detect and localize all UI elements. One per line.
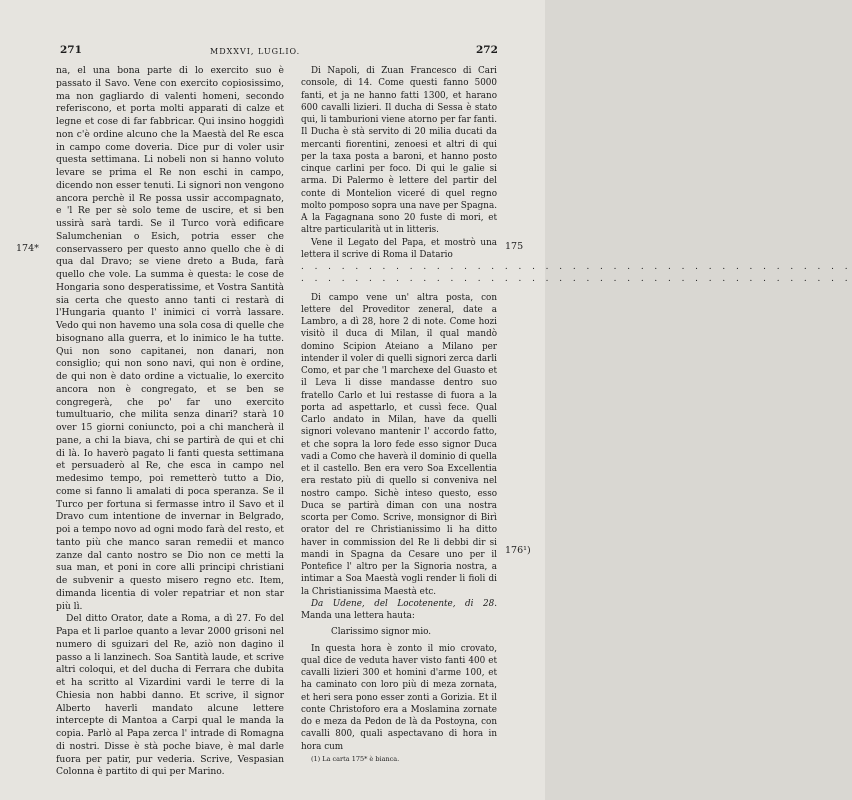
- udene-tail: Manda una lettera hauta:: [301, 611, 415, 621]
- right-paragraph-campo: Di campo vene un' altra posta, con lettere del Proveditor zeneral, date a Lambro, a dì 28, hore 2 di note. Come hozi visitò il duca di Milan, il qual mandò domino Scipion Ateiano a Milano per intender il voler di quelli signori zerca darli Como, et par che 'l marchexe del Guasto et il Leva li disse mandasse dentro suo fratello Carlo et lui restasse di fuora a la porta ad aspettarlo, et cussì fece. Qual Carlo andato in Milan, have da quelli signori volevano mantenir l' accordo fatto, et che sopra la loro fede esso signor Duca vadi a Como che haverà il dominio di quella et il castello. Ben era vero Soa Excellentia era restato più di quello si conveniva nel nostro campo. Sichè inteso questo, esso Duca se partirà diman con una nostra scorta per Como. Scrive, monsignor di Birì orator del re Christianissimo li ha ditto haver in commission del Re li debbi dir si mandi in Spagna da Cesare uno per il Pontefice l' altro per la Signoria nostra, a intimar a Soa Maestà vogli render li fioli di la Christianissima Maestà etc.: [301, 292, 497, 597]
- page-number-right: 272: [476, 44, 498, 56]
- running-header: [0, 44, 545, 60]
- right-paragraph-udene: [301, 598, 497, 623]
- left-paragraph-2: Del ditto Orator, date a Roma, a dì 27. Fo del Papa et li parloe quanto a levar 2000 grisoni nel numero di sguizari del Re, aziò non dagino il passo a li lanzinech. Soa Santità laude, et scrive altri coloqui, et del ducha di Ferrara che dubita et ha scritto al Vizardini vardi le terre di la Chiesia non habbi danno. Et scrive, il signor Alberto haverli mandato alcune lettere intercepte di Mantoa a Carpi qual le manda la copia. Parlò al Papa zerca l' intrade di Romagna di nostri. Disse è stà poche biave, è mal darle fuora per patir, pur vederia. Scrive, Vespasian Colonna è partito di qui per Marino.: [56, 613, 284, 778]
- right-paragraph-napoli: Di Napoli, di Zuan Francesco di Cari console, di 14. Come questi fanno 5000 fanti, et ja ne hanno fatti 1300, et harano 600 cavalli lizieri. Il ducha di Sessa è stato qui, li tamburioni viene atorno per far fanti. Il Ducha è stà servito di 20 milia ducati da mercanti fiorentini, zenoesi et altri di qui per la taxa posta a baroni, et hanno posto cinque carlini per foco. Di qui le galie si arma. Di Palermo è lettere del partir del conte di Montelion viceré di quel regno molto pomposo sopra una nave per Spagna. A la Fagagnana sono 20 fuste di mori, et altre particularità ut in litteris.: [301, 66, 497, 236]
- omission-dots-1: . . . . . . . . . . . . . . . . . . . . . . . . . . . . . . . . . . . . . . . . .: [301, 262, 852, 272]
- udene-heading: Da Udene, del Locotenente, di 28.: [311, 598, 497, 609]
- left-column: [56, 65, 284, 779]
- right-paragraph-letter: In questa hora è zonto il mio crovato, qual dice de veduta haver visto fanti 400 et cavalli lizieri 300 et homini d'arme 100, et ha caminato con loro più di meza zornata, et heri sera pono esser zonti a Gorizia. Et il conte Christoforo era a Moslamina zornate do e meza da Pedon de là da Postoyna, con cavalli 800, quali aspectavano di hora in hora cum: [301, 643, 497, 752]
- left-paragraph-1: na, el una bona parte di lo exercito suo è passato il Savo. Vene con exercito copiosissimo, ma non gagliardo di valenti homeni, secondo referiscono, et porta molti apparati di calze et legne et cose di far fabbricar. Qui insino hoggidì non c'è ordine alcuno che la Maestà del Re esca in campo come doveria. Dice pur di voler usir questa settimana. Li nobeli non si hanno voluto levare se prima el Re non eschi in campo, dicendo non esser tenuti. Li signori non vengono ancora perchè il Re possa ussir accompagnato, e 'l Re per sè solo teme de uscire, et si ben ussirà sarà tardi. Se il Turco vorà edificare Salumchenian o Esich, potria esser che conservassero per questo anno quello che è di qua dal Dravo; se viene dreto a Buda, farà quello che vole. La summa è questa: le cose de Hongaria sono desperatissime, et Vostra Santità sia certa che questo anno tanti ci restarà di l'Hungaria quanto l' inimici ci vorrà lassare. Vedo qui non havemo una sola cosa di quelle che bisognano alla guerra, et lo inimico le ha tutte. Qui non sono capitanei, non danari, non consiglio; qui non sono navi, qui non è ordine, de qui non è dato ordine a victualie, lo exercito ancora non è congregato, et se ben se congregerà, che po' far uno exercito tumultuario, che milita senza dinari? starà 10 over 15 giorni coniuncto, poi a chi mancherà il pane, a chi la biava, chi se partirà de qui et chi di là. Io haverò pagato li fanti questa settimana et persuaderò al Re, che esca in campo nel medesimo tempo, poi remetterò tutto a Dio, come si fanno li amalati di poca speranza. Se il Turco per fortuna si fermasse intro il Savo et il Dravo cum intentione de invernar in Belgrado, poi a tempo novo ad ogni modo farà del resto, et tanto più che manco saran remedii et manco zanze dal canto nostro se Dio non ce metti la sua man, et poni in core alli principi christiani de subvenir a questo misero regno etc. Item, dimanda licentia di voler repatriar et non star più lì.: [56, 65, 285, 612]
- running-title: MDXXVI, LUGLIO.: [210, 47, 301, 56]
- right-paragraph-legato: Vene il Legato del Papa, et mostrò una lettera il scrive di Roma il Datario: [301, 237, 497, 260]
- omission-dots-2: . . . . . . . . . . . . . . . . . . . . . . . . . . . . . . . . . . . . . . . . .: [301, 274, 852, 285]
- letter-salutation: Clarissimo signor mio.: [331, 627, 432, 638]
- margin-note-right-1: 175: [505, 241, 524, 252]
- footnote: (1) La carta 175* è bianca.: [311, 754, 400, 763]
- margin-note-left: 174*: [16, 243, 39, 254]
- page-number-left: 271: [60, 44, 82, 56]
- margin-note-right-2: 176¹): [505, 545, 531, 556]
